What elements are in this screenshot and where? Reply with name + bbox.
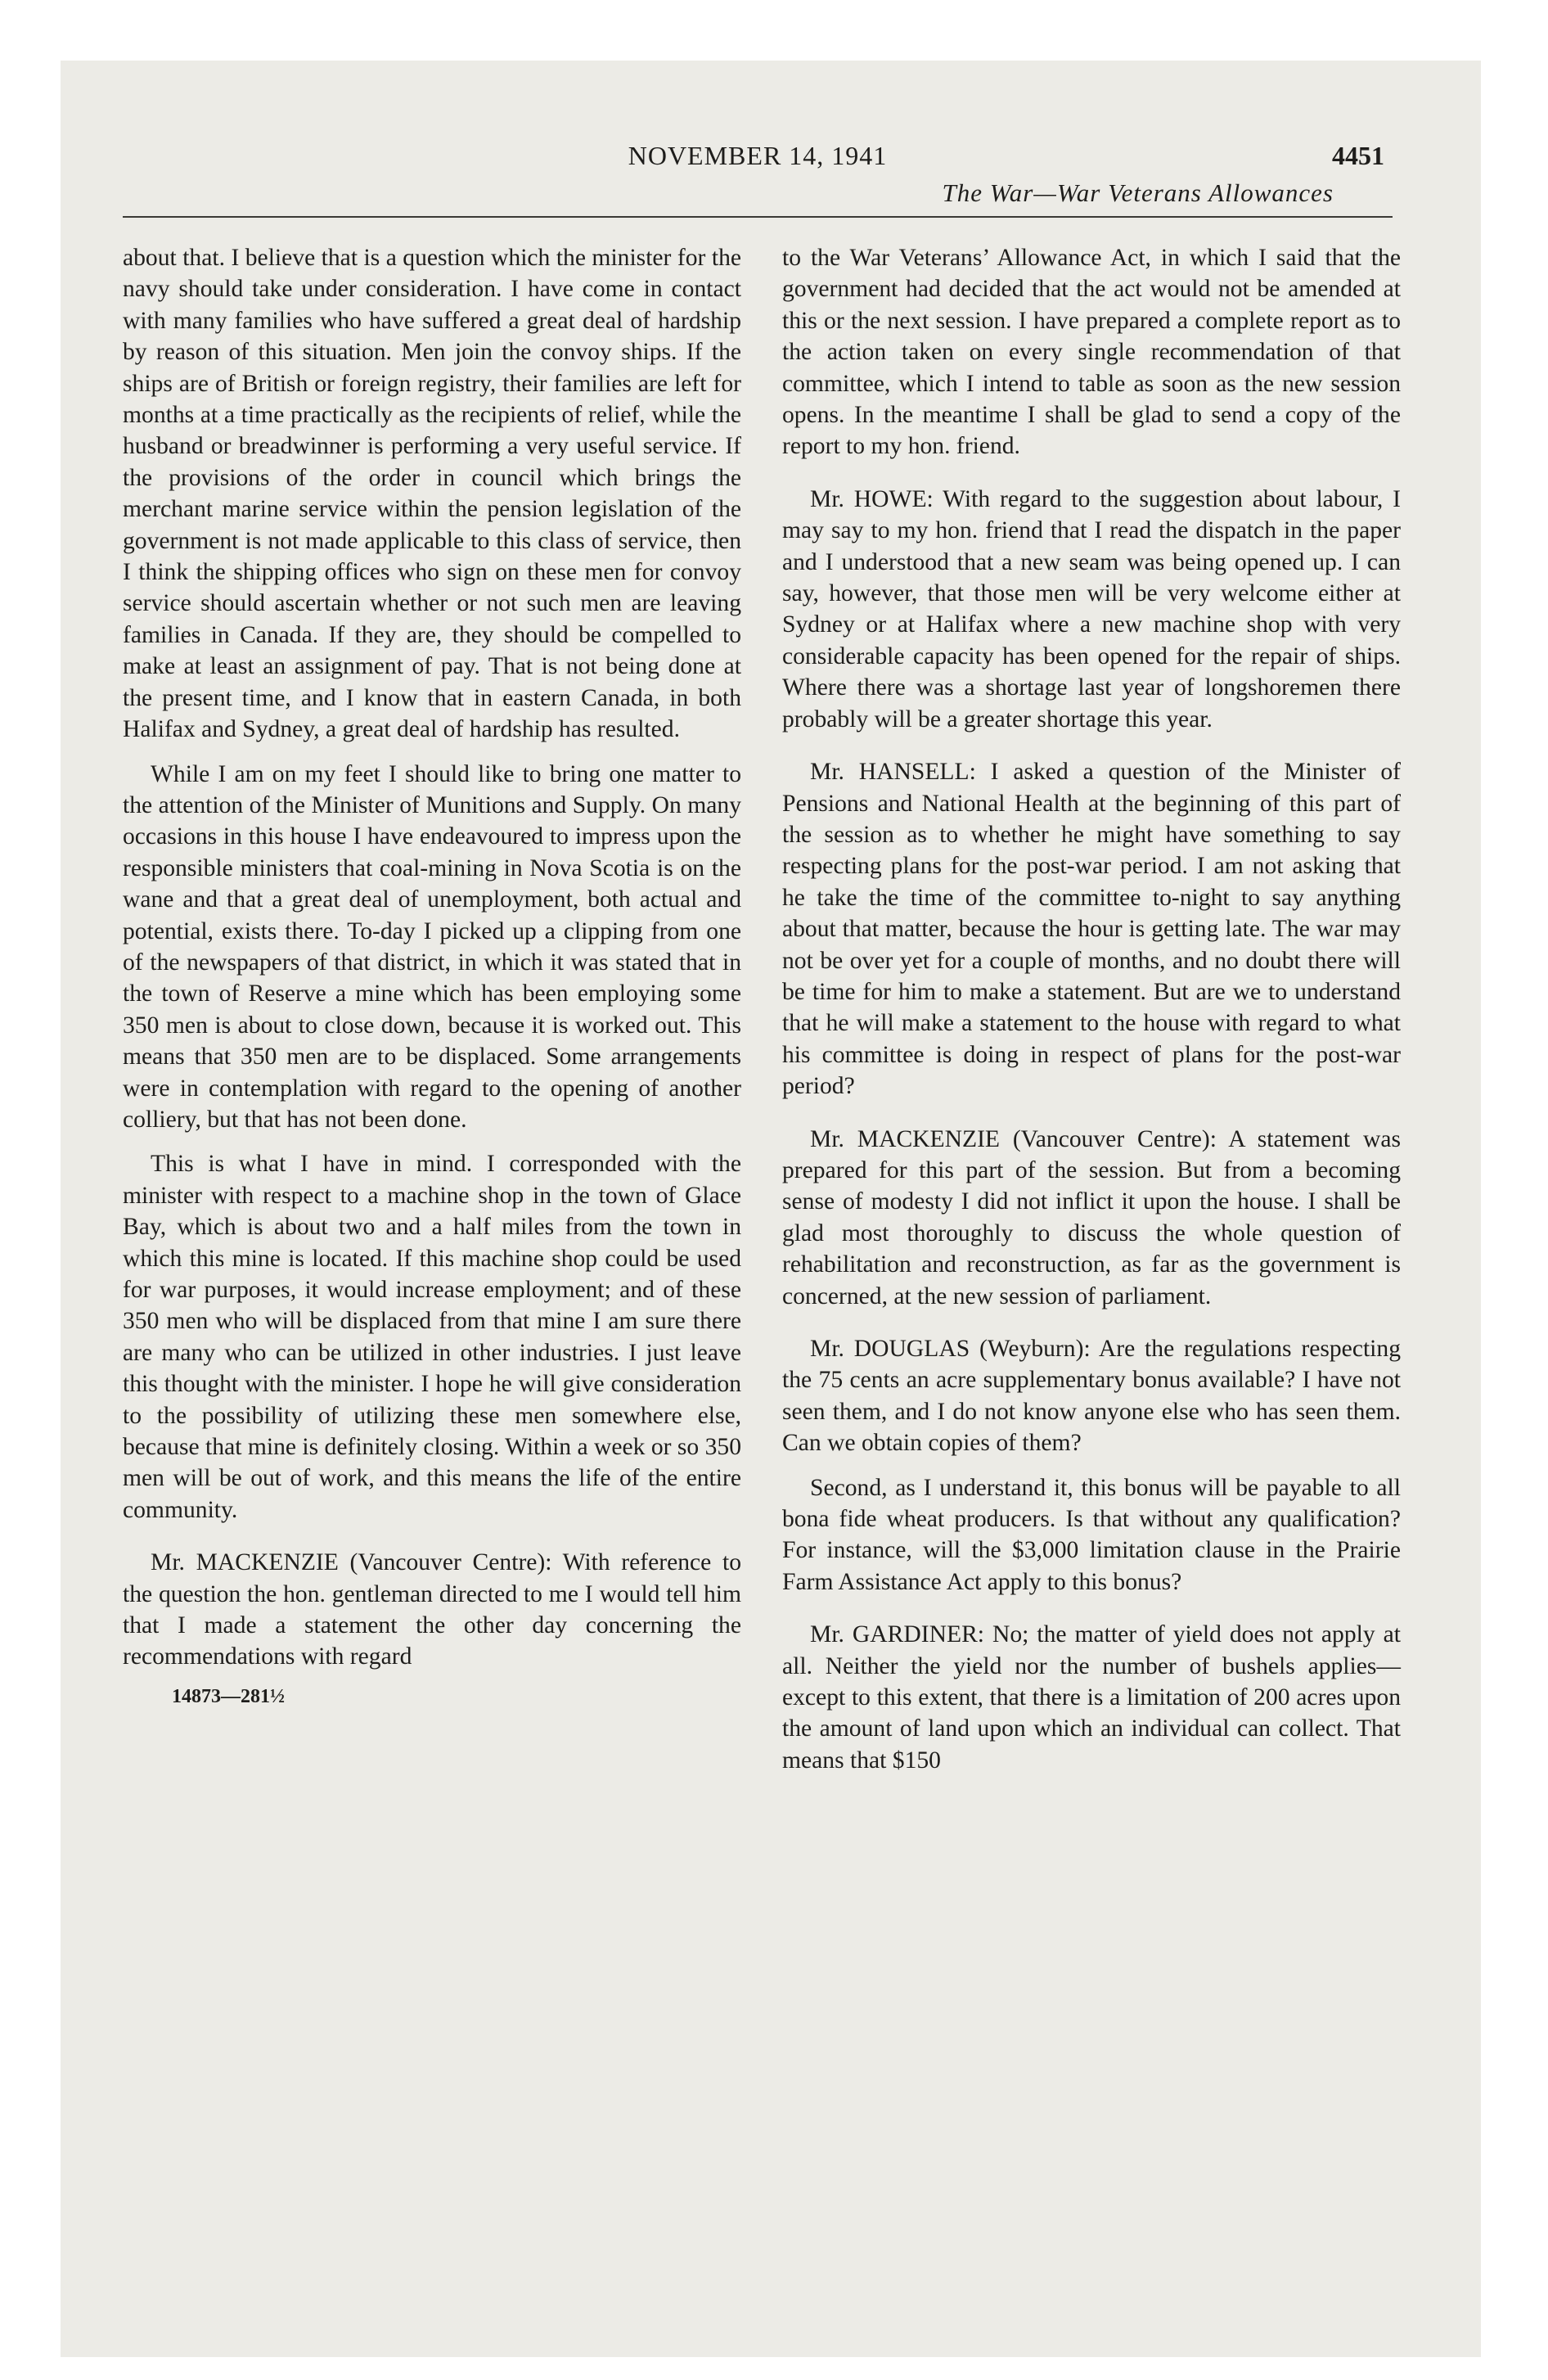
left-paragraph-1: about that. I believe that is a question which the minister for the navy should take under consideration. I have come in contact with many families who have suffered a great deal of hardship by reason of this situation. Men join the convoy ships. If the ships are of British or foreign registry, their families are left for months at a time practically as the recipients of relief, while the husband or breadwinner is performing a very useful service. If the provisions of the order in council which brings the merchant marine service within the pension legislation of the government is not made applicable to this class of service, then I think the shipping offices who sign on these men for convoy service should ascertain whether or not such men are leaving families in Canada. If they are, they should be compelled to make at least an assignment of pay. That is not being done at the present time, and I know that in eastern Canada, in both Halifax and Sydney, a great deal of hardship has resulted. (123, 245, 741, 743)
page-number: 4451 (1332, 141, 1384, 170)
header-divider (123, 216, 1393, 218)
header-subtitle: The War—War Veterans Allowances (942, 178, 1334, 207)
left-paragraph-4: Mr. MACKENZIE (Vancouver Centre): With reference to the question the hon. gentleman directed to me I would tell him that I made a statement the other day concerning the recommendations with regard (123, 1549, 741, 1670)
left-paragraph-3: This is what I have in mind. I corresponded with the minister with respect to a machine shop in the town of Glace Bay, which is about two and a half miles from the town in which this mine is located. If this machine shop could be used for war purposes, it would increase employment; and of these 350 men who will be displaced from that mine I am sure there are many who can be utilized in other industries. I just leave this thought with the minister. I hope he will give consideration to the possibility of utilizing these men somewhere else, because that mine is definitely closing. Within a week or so 350 men will be out of work, and this means the life of the entire community. (123, 1151, 742, 1523)
header-date: NOVEMBER 14, 1941 (628, 141, 888, 170)
right-paragraph-2: Mr. HOWE: With regard to the suggestion about labour, I may say to my hon. friend that I read the dispatch in the paper and I understood that a new seam was being opened up. I can say, however, that those men will be very welcome either at Sydney or at Halifax where a new machine shop with very considerable capacity has been opened for the repair of ships. Where there was a shortage last year of longshoremen there probably will be a greater shortage this year. (782, 485, 1401, 732)
right-paragraph-6: Second, as I understand it, this bonus will be payable to all bona fide wheat producers. Is that without any qualification? For instance, will the $3,000 limitation clause in the Prairie Farm Assistance Act apply to this bonus? (782, 1474, 1401, 1595)
left-column (123, 242, 741, 1708)
right-paragraph-1: to the War Veterans’ Allowance Act, in which I said that the government had decided that the act would not be amended at this or the next session. I have prepared a complete report as to the action taken on every single recommendation of that committee, which I intend to table as soon as the new session opens. In the meantime I shall be glad to send a copy of the report to my hon. friend. (782, 245, 1401, 460)
right-paragraph-4: Mr. MACKENZIE (Vancouver Centre): A statement was prepared for this part of the session. But from a becoming sense of modesty I did not inflict it upon the house. I shall be glad most thoroughly to discuss the whole question of rehabilitation and reconstruction, as far as the government is concerned, at the new session of parliament. (782, 1125, 1401, 1309)
hansard-page (123, 139, 1401, 1774)
page-footnote-code: 14873—281½ (172, 1685, 285, 1707)
page-header (123, 139, 1393, 177)
right-paragraph-3: Mr. HANSELL: I asked a question of the Minister of Pensions and National Health at the beginning of this part of the session as to whether he might have something to say respecting plans for the post-war period. I am not asking that he take the time of the committee to-night to say anything about that matter, because the hour is getting late. The war may not be over yet for a couple of months, and no doubt there will be time for him to make a statement. But are we to understand that he will make a statement to the house with regard to what his committee is doing in respect of plans for the post-war period? (782, 759, 1401, 1100)
left-paragraph-2: While I am on my feet I should like to bring one matter to the attention of the Minister of Munitions and Supply. On many occasions in this house I have endeavoured to impress upon the responsible ministers that coal-mining in Nova Scotia is on the wane and that a great deal of unemployment, both actual and potential, exists there. To-day I picked up a clipping from one of the newspapers of that district, in which it was stated that in the town of Reserve a mine which has been employing some 350 men is about to close down, because it is worked out. This means that 350 men are to be displaced. Some arrangements were in contemplation with regard to the opening of another colliery, but that has not been done. (123, 760, 741, 1133)
right-paragraph-7: Mr. GARDINER: No; the matter of yield does not apply at all. Neither the yield nor the number of bushels applies—except to this extent, that there is a limitation of 200 acres upon the amount of land upon which an individual can collect. That means that $150 (782, 1621, 1401, 1774)
right-column (782, 242, 1401, 1789)
right-paragraph-5: Mr. DOUGLAS (Weyburn): Are the regulations respecting the 75 cents an acre supplementary bonus available? I have not seen them, and I do not know anyone else who has seen them. Can we obtain copies of them? (782, 1336, 1401, 1457)
